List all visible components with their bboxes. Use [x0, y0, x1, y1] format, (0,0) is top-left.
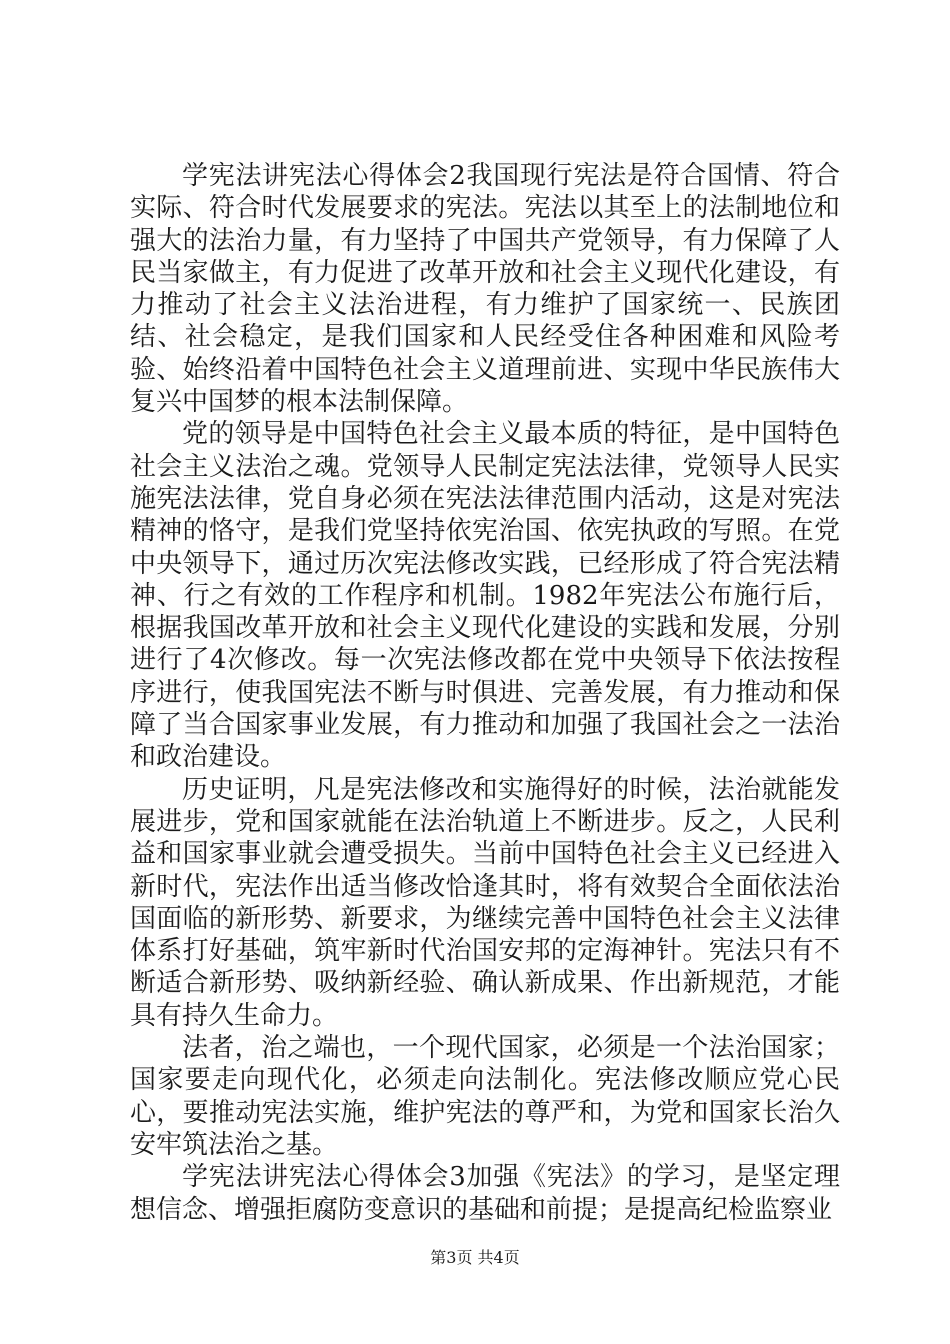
page-footer: 第3页 共4页	[430, 1248, 520, 1267]
paragraph-4: 法者，治之端也，一个现代国家，必须是一个法治国家；国家要走向现代化，必须走向法制化。宪法修改顺应党心民心，要推动宪法实施，维护宪法的尊严和，为党和国家长治久安牢筑法治之基。	[130, 1033, 840, 1160]
paragraph-1: 学宪法讲宪法心得体会2我国现行宪法是符合国情、符合实际、符合时代发展要求的宪法。宪法以其至上的法制地位和强大的法治力量，有力坚持了中国共产党领导，有力保障了人民当家做主，有力促进了改革开放和社会主义现代化建设，有力推动了社会主义法治进程，有力维护了国家统一、民族团结、社会稳定，是我们国家和人民经受住各种困难和风险考验、始终沿着中国特色社会主义道理前进、实现中华民族伟大复兴中国梦的根本法制保障。	[130, 161, 840, 418]
paragraph-3: 历史证明，凡是宪法修改和实施得好的时候，法治就能发展进步，党和国家就能在法治轨道上不断进步。反之，人民利益和国家事业就会遭受损失。当前中国特色社会主义已经进入新时代，宪法作出适当修改恰逢其时，将有效契合全面依法治国面临的新形势、新要求，为继续完善中国特色社会主义法律体系打好基础，筑牢新时代治国安邦的定海神针。宪法只有不断适合新形势、吸纳新经验、确认新成果、作出新规范，才能具有持久生命力。	[130, 774, 840, 1031]
paragraph-5: 学宪法讲宪法心得体会3加强《宪法》的学习，是坚定理想信念、增强拒腐防变意识的基础和前提；是提高纪检监察业	[130, 1162, 840, 1225]
paragraph-2: 党的领导是中国特色社会主义最本质的特征，是中国特色社会主义法治之魂。党领导人民制定宪法法律，党领导人民实施宪法法律，党自身必须在宪法法律范围内活动，这是对宪法精神的恪守，是我们党坚持依宪治国、依宪执政的写照。在党中央领导下，通过历次宪法修改实践，已经形成了符合宪法精神、行之有效的工作程序和机制。1982年宪法公布施行后，根据我国改革开放和社会主义现代化建设的实践和发展，分别进行了4次修改。每一次宪法修改都在党中央领导下依法按程序进行，使我国宪法不断与时俱进、完善发展，有力推动和保障了当合国家事业发展，有力推动和加强了我国社会之一法治和政治建设。	[130, 419, 840, 773]
body-text	[130, 160, 840, 1226]
